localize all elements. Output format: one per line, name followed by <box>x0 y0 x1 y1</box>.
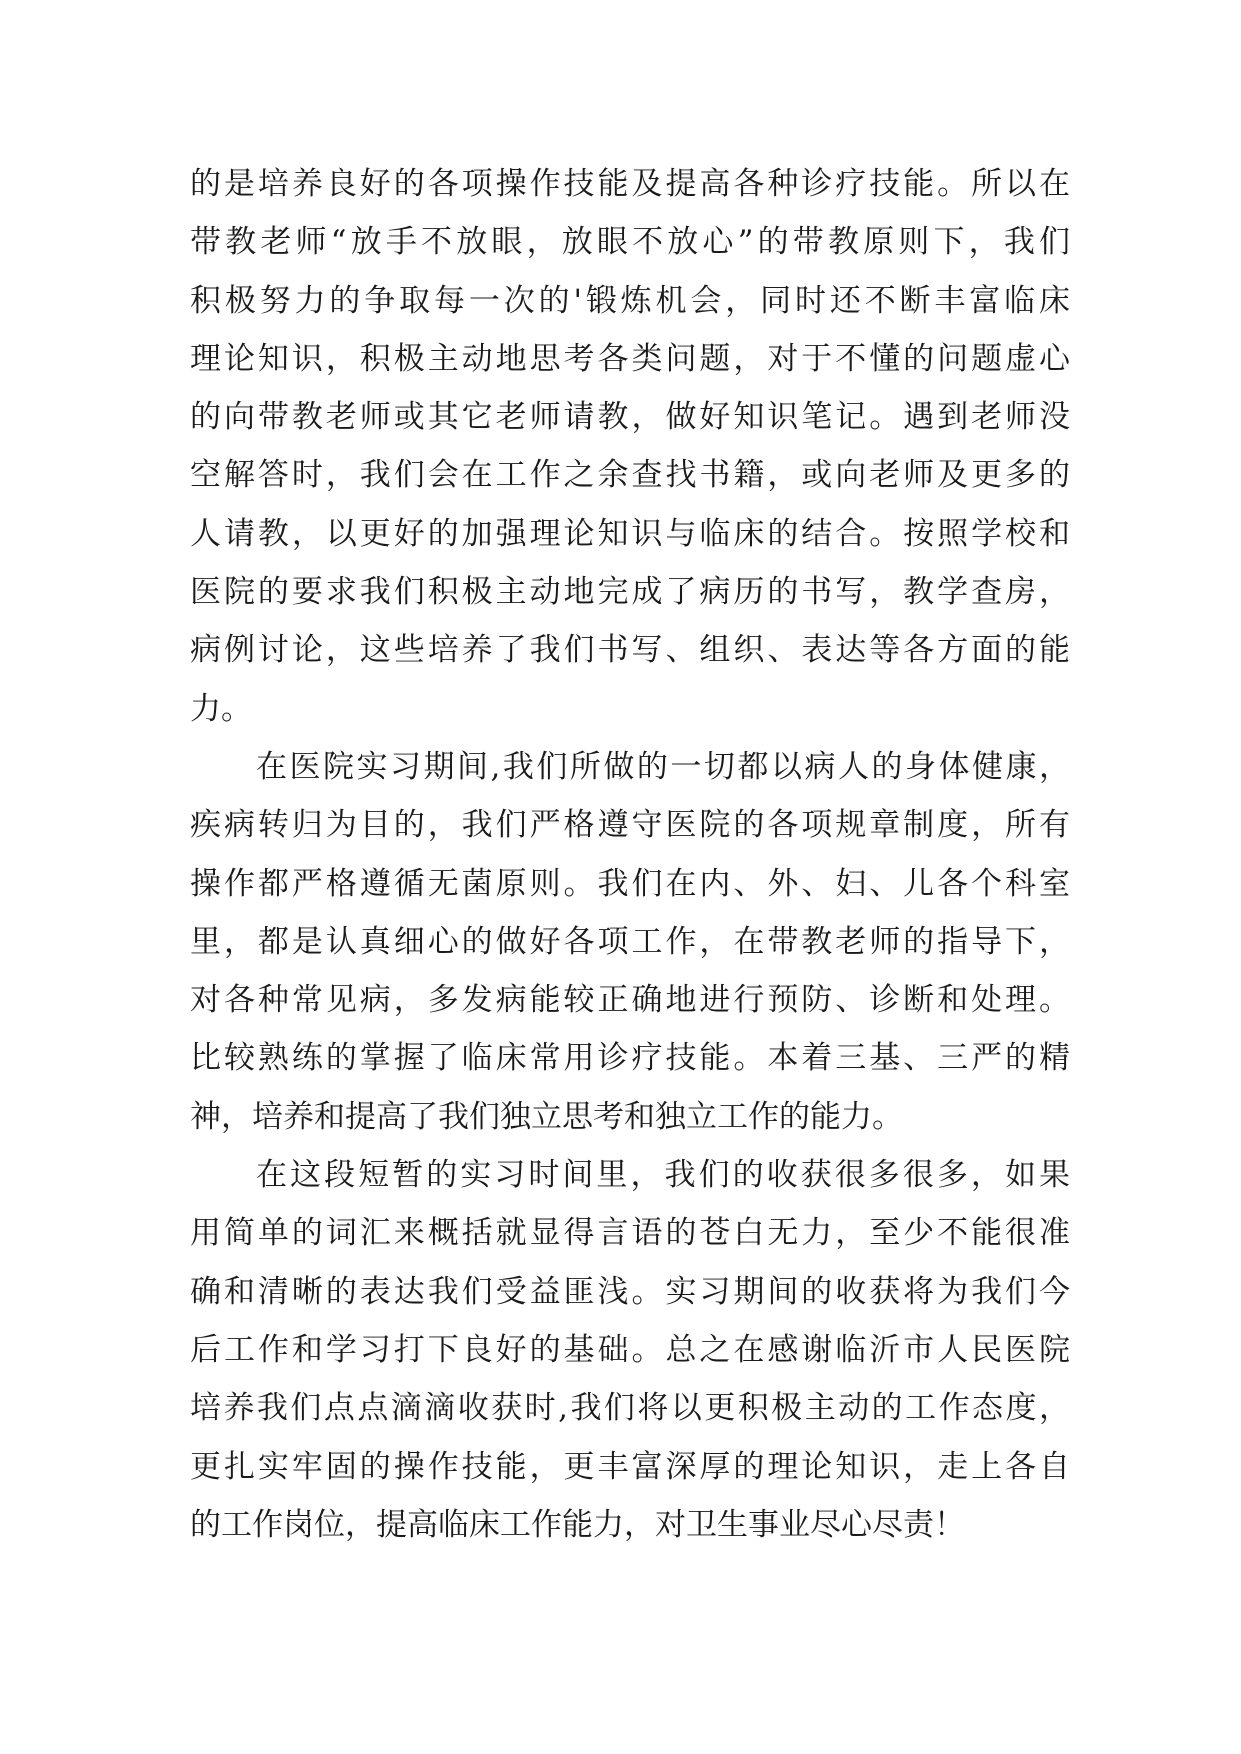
text-line: 带教老师“放手不放眼，放眼不放心”的带教原则下，我们 <box>190 224 1070 261</box>
paragraph-start-line: 在医院实习期间,我们所做的一切都以病人的身体健康， <box>256 748 1070 785</box>
text-line: 的向带教老师或其它老师请教，做好知识笔记。遇到老师没 <box>190 399 1070 436</box>
text-line: 神，培养和提高了我们独立思考和独立工作的能力。 <box>190 1098 903 1135</box>
text-line: 医院的要求我们积极主动地完成了病历的书写，教学查房， <box>190 574 1070 611</box>
text-line: 力。 <box>190 690 252 727</box>
text-line: 空解答时，我们会在工作之余查找书籍，或向老师及更多的 <box>190 457 1070 494</box>
text-line: 操作都严格遵循无菌原则。我们在内、外、妇、儿各个科室 <box>190 865 1070 902</box>
text-line: 人请教，以更好的加强理论知识与临床的结合。按照学校和 <box>190 515 1070 552</box>
text-line: 对各种常见病，多发病能较正确地进行预防、诊断和处理。 <box>190 982 1070 1019</box>
text-line: 用简单的词汇来概括就显得言语的苍白无力，至少不能很准 <box>190 1215 1070 1252</box>
text-line: 理论知识，积极主动地思考各类问题，对于不懂的问题虚心 <box>190 340 1070 377</box>
text-line: 确和清晰的表达我们受益匪浅。实习期间的收获将为我们今 <box>190 1273 1070 1310</box>
paragraph-start-line: 在这段短暂的实习时间里，我们的收获很多很多，如果 <box>256 1157 1070 1194</box>
text-line: 的是培养良好的各项操作技能及提高各种诊疗技能。所以在 <box>190 166 1070 202</box>
text-line: 的工作岗位，提高临床工作能力，对卫生事业尽心尽责！ <box>190 1506 965 1543</box>
text-line: 积极努力的争取每一次的'锻炼机会，同时还不断丰富临床 <box>190 282 1070 319</box>
text-line: 培养我们点点滴滴收获时,我们将以更积极主动的工作态度， <box>190 1390 1070 1427</box>
text-line: 更扎实牢固的操作技能，更丰富深厚的理论知识，走上各自 <box>190 1448 1070 1485</box>
text-line: 疾病转归为目的，我们严格遵守医院的各项规章制度，所有 <box>190 807 1070 844</box>
text-line: 病例讨论，这些培养了我们书写、组织、表达等各方面的能 <box>190 632 1070 669</box>
text-line: 里，都是认真细心的做好各项工作，在带教老师的指导下， <box>190 923 1070 960</box>
text-line: 比较熟练的掌握了临床常用诊疗技能。本着三基、三严的精 <box>190 1040 1070 1077</box>
body-text <box>190 155 1070 1554</box>
text-line: 后工作和学习打下良好的基础。总之在感谢临沂市人民医院 <box>190 1331 1070 1368</box>
